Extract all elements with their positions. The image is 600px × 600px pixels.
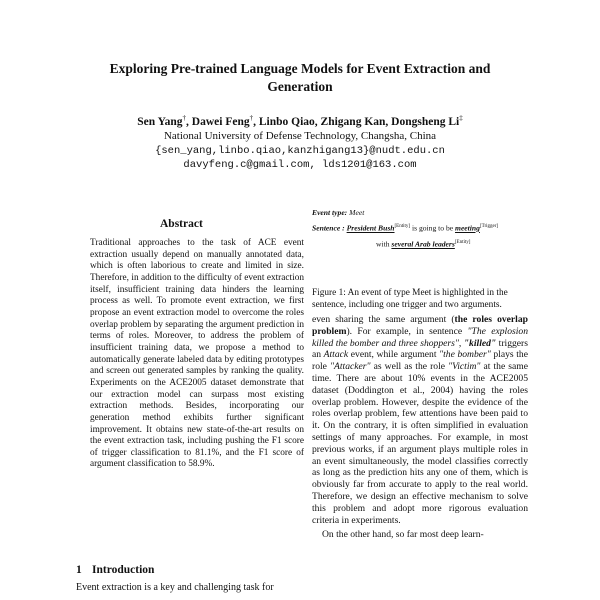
email-line-1: {sen_yang,linbo.qiao,kanzhigang13}@nudt.edu.cn: [155, 145, 445, 157]
right-column-text: [312, 314, 528, 541]
entity-president-bush: President Bush: [346, 223, 395, 233]
author-3: Linbo Qiao: [258, 115, 315, 128]
text-run: ,: [458, 337, 464, 349]
event-type: Attack: [323, 349, 349, 361]
title-line-1: Exploring Pre-trained Language Models for Event Extraction and: [109, 61, 491, 76]
example-sentence: "The explosion killed the bomber and three shoppers": [312, 325, 528, 349]
introduction-text: Event extraction is a key and challenging task for: [76, 582, 274, 593]
text-run: as well as the role: [370, 361, 449, 373]
figure-caption: Figure 1: An event of type Meet is highlighted in the sentence, including one trigger and two arguments.: [312, 288, 508, 310]
text-run: even sharing the same argument (: [312, 314, 455, 325]
argument-word: "the bomber": [439, 349, 491, 361]
sentence-label: Sentence: [312, 223, 341, 233]
abstract-text: Traditional approaches to the task of ACE event extraction usually depend on manually annotated data, which is often laborious to create and limited in size. Therefore, in addition to the difficulty of event extraction itself, insufficient training data hinders the learning process as well. To promote event extraction, we first propose an event extraction model to overcome the roles overlap problem by separating the argument prediction in terms of roles. Moreover, to address the problem of insufficient training data, we propose a method to automatically generate labeled data by editing prototypes and screen out generated samples by ranking the quality. Experiments on the ACE2005 dataset demonstrate that our extraction model can surpass most existing extraction methods. Besides, incorporating our generation method exhibits further significant improvement. It obtains new state-of-the-art results on the event extraction task, including pushing the F1 score of trigger classification to 81.1%, and the F1 score of argument classification to 58.9%.: [90, 238, 304, 470]
trigger-meeting: meeting: [455, 223, 480, 233]
abstract-heading: Abstract: [160, 218, 203, 230]
sentence-colon: :: [342, 223, 345, 233]
figure-event-type-line: [312, 208, 364, 218]
role-attacker: "Attacker": [329, 361, 371, 373]
author-1-mark: †: [182, 114, 187, 122]
section-number: 1: [76, 564, 82, 576]
title-line-2: Generation: [267, 79, 333, 94]
text-run: triggers an: [312, 337, 528, 361]
role-victim: "Victim": [448, 361, 481, 373]
paragraph-other-hand: On the other hand, so far most deep learn-: [322, 529, 484, 541]
author-2-mark: †: [249, 114, 254, 122]
text-run: plays the role: [312, 349, 528, 373]
author-list: Sen Yang†, Dawei Feng†, Linbo Qiao, Zhigang Kan, Dongsheng Li‡: [137, 114, 463, 128]
figure-sentence-line-2: [376, 238, 470, 250]
figure-text-1: is going to be: [411, 223, 454, 233]
event-type-label: Event type:: [312, 208, 348, 217]
trigger-tag: [Trigger]: [479, 224, 499, 229]
entity-arab-leaders: several Arab leaders: [391, 239, 455, 249]
author-5: Dongsheng Li: [391, 115, 460, 128]
author-2: Dawei Feng: [191, 115, 250, 128]
email-line-2: davyfeng.c@gmail.com, lds1201@163.com: [183, 159, 417, 171]
author-1: Sen Yang: [137, 115, 183, 128]
entity-1-tag: [Entity]: [394, 224, 411, 229]
text-run: event, while argument: [348, 349, 440, 361]
text-run: at the same time. There are about 10% events in the ACE2005 dataset (Doddington et al., 2004) having the roles overlap problem. However, despite the evidence of the roles overlap problem, few attentions have been paid to it. On the contrary, it is often simplified in evaluation settings of many approaches. For example, in most previous works, if an argument plays multiple roles in an event simultaneously, the model classifies correctly as long as the prediction hits any one of them, which is obviously far from accurate to apply to the real world. Therefore, we design an effective mechanism to solve this problem and adopt more rigorous evaluation criteria in experiments.: [312, 361, 528, 526]
paper-title: [60, 60, 540, 96]
entity-2-tag: [Entity]: [454, 240, 471, 245]
figure-sentence-line: [312, 222, 498, 234]
text-run: ). For example, in sentence: [346, 325, 468, 337]
section-heading-introduction: [76, 564, 154, 576]
affiliation: National University of Defense Technology, Changsha, China: [163, 130, 437, 142]
author-5-mark: ‡: [459, 114, 463, 122]
event-type-value: Meet: [349, 208, 365, 217]
figure-text-2: with: [376, 239, 390, 249]
section-title: Introduction: [92, 564, 155, 576]
trigger-word: "killed": [463, 337, 497, 349]
paragraph-roles-overlap: [312, 314, 528, 526]
author-4: Zhigang Kan: [320, 115, 386, 128]
bold-term: the roles overlap problem: [312, 314, 528, 337]
